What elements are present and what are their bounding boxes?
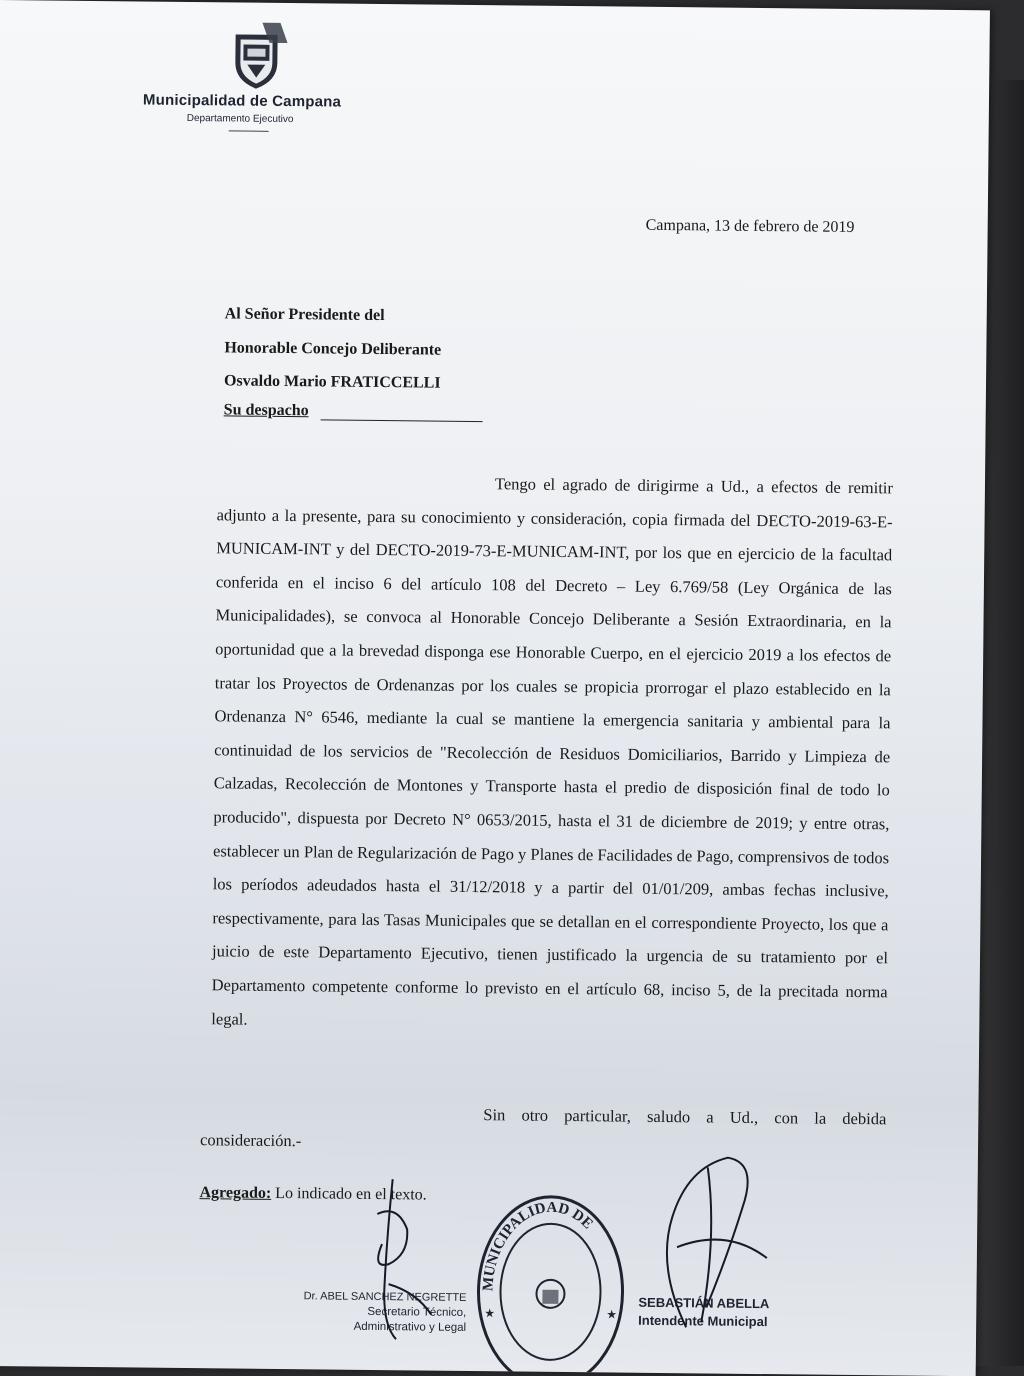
- signer-right-name: SEBASTIÁN ABELLA: [638, 1294, 770, 1312]
- signer-left-name: Dr. ABEL SANCHEZ NEGRETTE: [303, 1290, 467, 1304]
- handwritten-signature-right: [646, 1147, 778, 1338]
- signer-right-title: Intendente Municipal: [638, 1312, 768, 1330]
- organization-name: Municipalidad de Campana: [142, 91, 342, 111]
- svg-text:MUNICIPALIDAD DE: [480, 1199, 596, 1293]
- svg-text:★: ★: [484, 1306, 496, 1321]
- recipient-line-1: Al Señor Presidente del: [224, 305, 385, 325]
- municipal-logo: [221, 22, 292, 93]
- signer-left-title-2: Administrativo y Legal: [353, 1320, 467, 1334]
- department-name: Departamento Ejecutivo: [186, 112, 294, 126]
- body-paragraph: Tengo el agrado de dirigirme a Ud., a efectos de remitir adjunto a la presente, para su conocimiento y consideración, copia firmada del DECTO-2019-63-E-MUNICAM-INT y del DECTO-2019-73-E-MUNICAM-INT, por los que en ejercicio de la facultad conferida en el inciso 6 del artículo 108 del Decreto – Ley 6.769/58 (Ley Orgánica de las Municipalidades), se convoca al Honorable Concejo Deliberante a Sesión Extraordinaria, en la oportunidad que a la brevedad disponga ese Honorable Cuerpo, en el ejercicio 2019 a los efectos de tratar los Proyectos de Ordenanzas por los cuales se propicia prorrogar el plazo establecido en la Ordenanza N° 6546, mediante la cual se mantiene la emergencia sanitaria y ambiental para la continuidad de los servicios de "Recolección de Residuos Domiciliarios, Barrido y Limpieza de Calzadas, Recolección de Montones y Transporte hasta el predio de disposición final de todo lo producido", dispuesta por Decreto N° 0653/2015, hasta el 31 de diciembre de 2019; y entre otras, establecer un Plan de Regularización de Pago y Planes de Facilidades de Pago, comprensivos de todos los períodos adeudados hasta el 31/12/2018 y a partir del 01/01/209, ambas fechas inclusive, respectivamente, para las Tasas Municipales que se detallan en el correspondiente Proyecto, los que a juicio de este Departamento Ejecutivo, tienen justificado la urgencia de su tratamiento por el Departamento competente conforme lo previsto en el artículo 68, inciso 5, de la precitada norma legal.: [211, 474, 894, 1029]
- closing-block: [200, 1098, 887, 1161]
- date-line: Campana, 13 de febrero de 2019: [645, 216, 855, 236]
- attachment-text: Lo indicado en el texto.: [275, 1184, 427, 1204]
- svg-text:★: ★: [606, 1307, 618, 1322]
- recipient-line-3: Osvaldo Mario FRATICCELLI: [223, 372, 441, 392]
- recipient-underline: [321, 419, 483, 422]
- letter-body: [211, 464, 893, 1042]
- recipient-line-4: Su despacho: [223, 401, 309, 420]
- signer-left-title-1: Secretario Técnico,: [367, 1305, 467, 1319]
- recipient-line-2: Honorable Concejo Deliberante: [224, 339, 442, 359]
- handwritten-signature-left: [336, 1174, 448, 1345]
- header-divider: [229, 130, 269, 131]
- seal-text: MUNICIPALIDAD DE: [480, 1199, 596, 1292]
- attachment-label: Agregado:: [199, 1184, 272, 1202]
- municipal-seal: [470, 1171, 632, 1373]
- closing-paragraph: Sin otro particular, saludo a Ud., con la debida consideración.-: [199, 1105, 887, 1151]
